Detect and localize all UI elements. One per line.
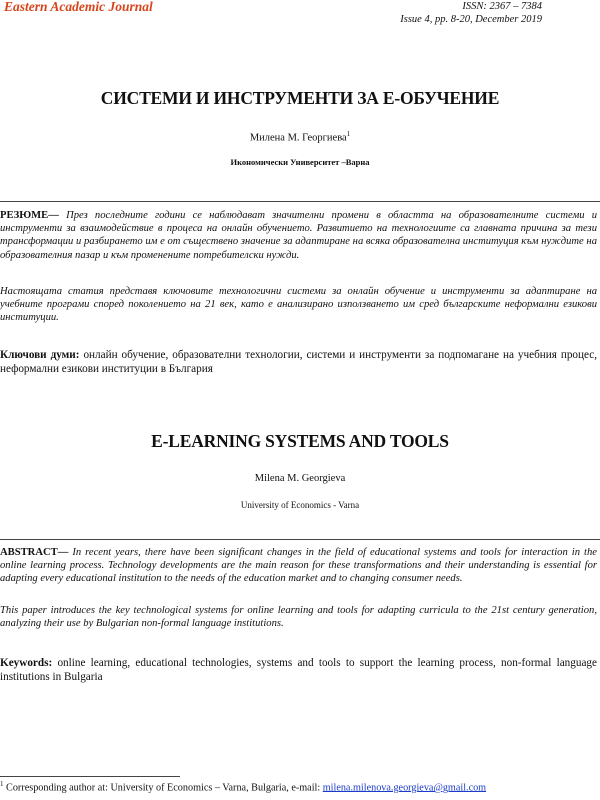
keywords-bg	[0, 348, 597, 376]
abstract-en-p2: This paper introduces the key technological systems for online learning and tools for adapting curricula to the 21st century generation, analyzing their use by Bulgarian non-formal language institutions.	[0, 605, 597, 630]
footnote-rule	[0, 776, 180, 777]
abstract-bg-text-1: През последните години се наблюдават значителни промени в областта на образователните системи и инструменти за взаимодействие в процеса на онлайн обучението. Развитието на технологиите са главната причина за тези трансформации и разбирането им е от съществено значение за адаптиране на всяка образователна институция към нуждите на образователния пазар и към променените потребителски нужди.	[0, 210, 597, 261]
author-footnote-mark: 1	[346, 130, 351, 138]
author-bg-name: Милена М. Георгиева	[249, 132, 347, 144]
title-bg: СИСТЕМИ И ИНСТРУМЕНТИ ЗА Е-ОБУЧЕНИЕ	[100, 88, 500, 108]
keywords-en-label: Keywords:	[0, 657, 53, 669]
issn: ISSN: 2367 – 7384	[462, 1, 542, 12]
keywords-bg-text: онлайн обучение, образователни технологии, системи и инструменти за подпомагане на учебния процес, неформални езикови институции в България	[0, 349, 598, 375]
footnote	[0, 780, 600, 793]
abstract-bg-p2: Настоящата статия представя ключовите технологични системи за онлайн обучение и инструменти за адаптиране на учебните програми според поколението на 21 век, като е анализирано използването им сред българските неформални езикови институции.	[0, 286, 597, 324]
footnote-mark: 1	[0, 780, 4, 788]
author-en: Milena M. Georgieva	[254, 473, 346, 484]
issue-info: Issue 4, pp. 8-20, December 2019	[400, 14, 542, 25]
affiliation-bg: Икономически Университет –Варна	[230, 157, 370, 167]
abstract-en-label: ABSTRACT—	[0, 547, 69, 558]
title-en: E-LEARNING SYSTEMS AND TOOLS	[151, 431, 449, 451]
abstract-bg-p1	[0, 209, 597, 262]
abstract-en-p1	[0, 546, 597, 586]
divider	[0, 201, 600, 202]
affiliation-en: University of Economics - Varna	[240, 500, 360, 510]
keywords-bg-label: Ключови думи:	[0, 349, 80, 361]
footnote-email-link[interactable]: milena.milenova.georgieva@gmail.com	[322, 782, 487, 794]
footnote-text: Corresponding author at: University of Economics – Varna, Bulgaria, e-mail:	[6, 782, 321, 794]
keywords-en	[0, 656, 597, 684]
author-bg	[0, 130, 600, 144]
keywords-en-text: online learning, educational technologies, systems and tools to support the learning process, non-formal language institutions in Bulgaria	[0, 657, 597, 683]
journal-name: Eastern Academic Journal	[4, 0, 153, 14]
divider	[0, 539, 600, 540]
abstract-en-text-1: In recent years, there have been significant changes in the field of educational systems and tools for interaction in the online learning process. Technology developments are the main reason for these transformations and their understanding is essential for adapting every educational institution to the needs of the education market and to changing consumer needs.	[0, 547, 597, 585]
abstract-bg-label: РЕЗЮМЕ—	[0, 210, 59, 221]
